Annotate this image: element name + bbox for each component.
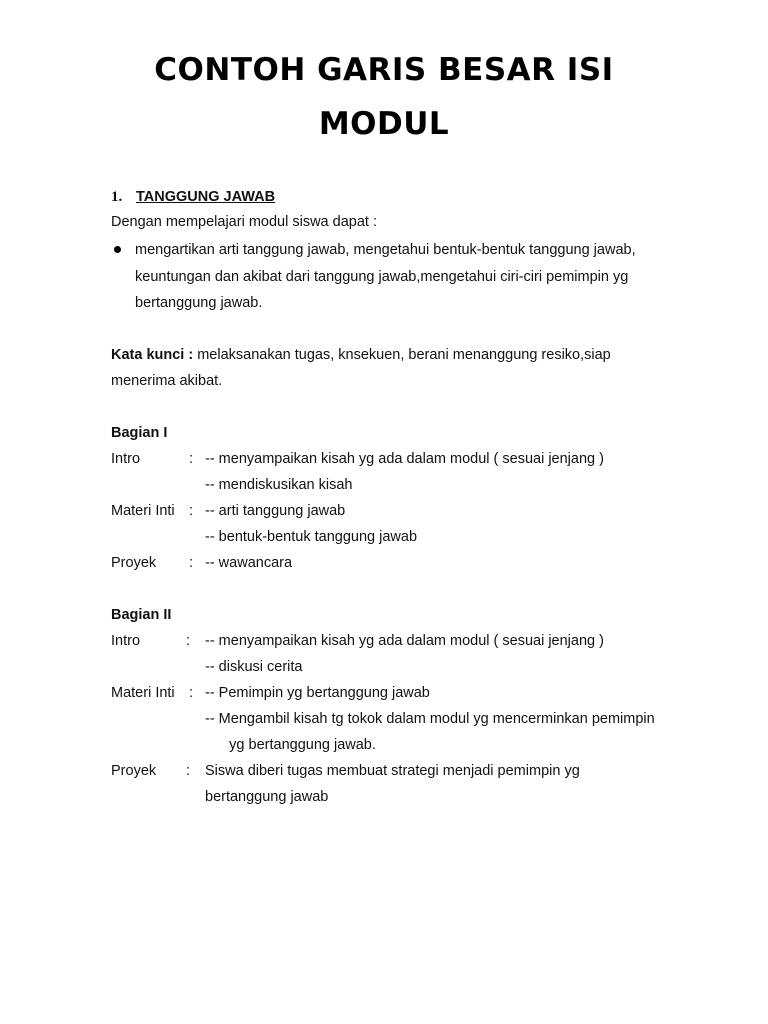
bullet-line-1: mengartikan arti tanggung jawab, mengetahui bentuk-bentuk tanggung jawab, <box>135 242 636 258</box>
bullet-line-3: bertanggung jawab. <box>135 295 263 311</box>
bagian-2-materi-item-1: -- Pemimpin yg bertanggung jawab <box>205 685 430 701</box>
keywords-label: Kata kunci : <box>111 347 194 363</box>
bullet-line-2: keuntungan dan akibat dari tanggung jawab,mengetahui ciri-ciri pemimpin yg <box>135 269 629 285</box>
bullet-icon <box>114 246 121 253</box>
section-number: 1. <box>111 189 123 205</box>
bagian-1-materi-item-1: -- arti tanggung jawab <box>205 503 346 519</box>
bagian-1-heading: Bagian I <box>111 425 168 441</box>
bagian-1-intro-item-2: -- mendiskusikan kisah <box>205 477 353 493</box>
keywords-line-1 <box>111 346 611 364</box>
bagian-2-materi-label: Materi Inti <box>111 685 175 701</box>
bagian-2-materi-item-2-cont: yg bertanggung jawab. <box>205 737 376 753</box>
bagian-2-intro-item-1: -- menyampaikan kisah yg ada dalam modul ( sesuai jenjang ) <box>205 633 604 649</box>
keywords-text: melaksanakan tugas, knsekuen, berani menanggung resiko,siap <box>193 347 611 363</box>
bagian-1-proyek-item-1: -- wawancara <box>205 555 293 571</box>
bagian-1-proyek-colon: : <box>189 555 194 571</box>
section-intro: Dengan mempelajari modul siswa dapat : <box>111 214 377 230</box>
bagian-2-proyek-label: Proyek <box>111 763 157 779</box>
bagian-1-materi-item-2: -- bentuk-bentuk tanggung jawab <box>205 529 418 545</box>
section-heading: TANGGUNG JAWAB <box>136 189 276 205</box>
bagian-1-materi-colon: : <box>189 503 194 519</box>
bagian-1-intro-label: Intro <box>111 451 141 467</box>
bagian-1-intro-colon: : <box>189 451 194 467</box>
bagian-2-proyek-item-1: Siswa diberi tugas membuat strategi menjadi pemimpin yg <box>205 763 580 779</box>
bagian-2-materi-item-2: -- Mengambil kisah tg tokok dalam modul yg mencerminkan pemimpin <box>205 711 655 727</box>
bagian-1-proyek-label: Proyek <box>111 555 157 571</box>
bagian-2-materi-colon: : <box>189 685 194 701</box>
bagian-2-intro-label: Intro <box>111 633 141 649</box>
bagian-2-proyek-item-2: bertanggung jawab <box>205 789 329 805</box>
bagian-1-intro-item-1: -- menyampaikan kisah yg ada dalam modul ( sesuai jenjang ) <box>205 451 604 467</box>
bagian-2-intro-item-2: -- diskusi cerita <box>205 659 303 675</box>
document-title-line-1: CONTOH GARIS BESAR ISI <box>154 52 614 88</box>
bagian-2-proyek-colon: : <box>186 763 191 779</box>
document-title-line-2: MODUL <box>318 106 450 142</box>
keywords-line-2: menerima akibat. <box>111 373 223 389</box>
bagian-2-heading: Bagian II <box>111 607 172 623</box>
bagian-1-materi-label: Materi Inti <box>111 503 175 519</box>
bagian-2-intro-colon: : <box>186 633 191 649</box>
